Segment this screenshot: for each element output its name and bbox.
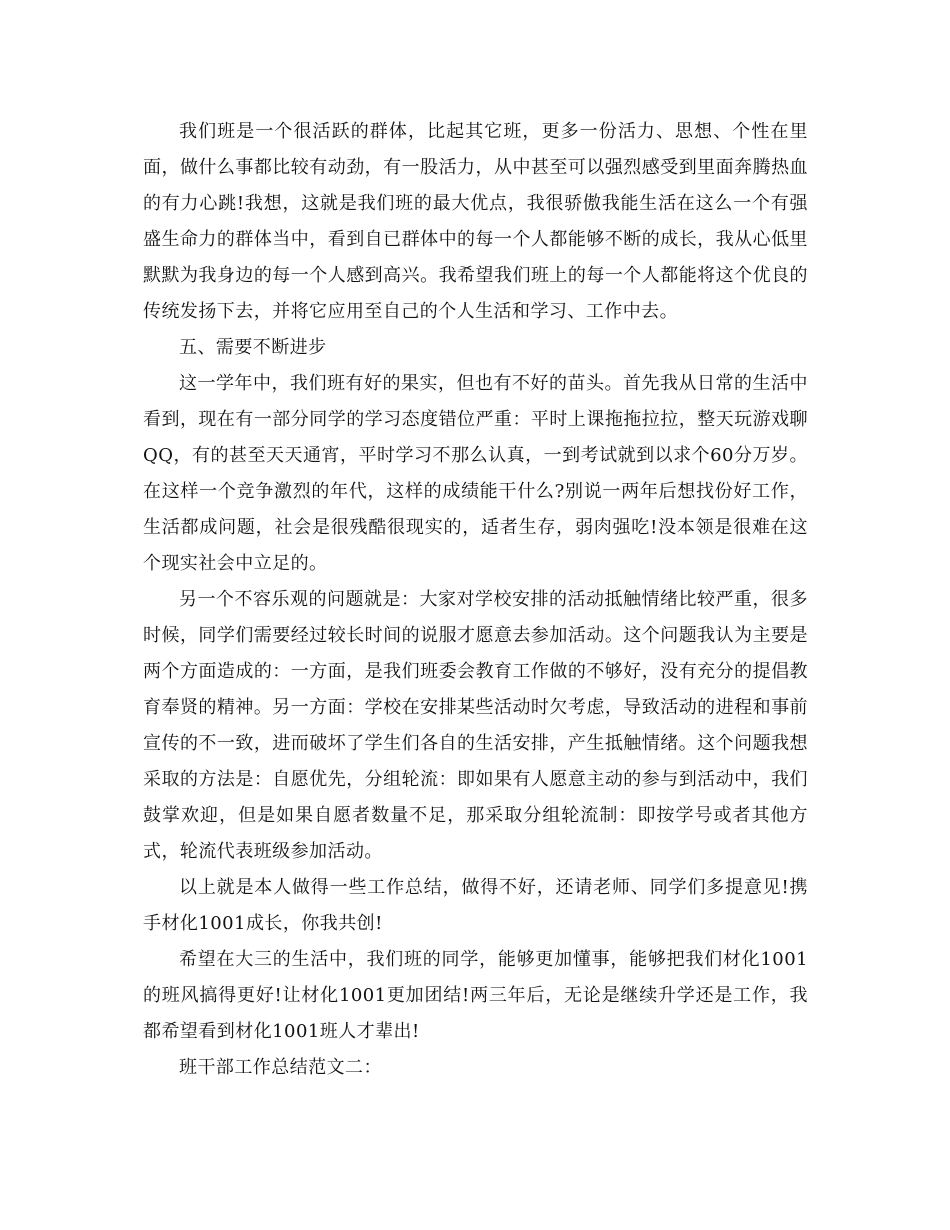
section-heading-sample-two: 班干部工作总结范文二： xyxy=(179,1057,382,1078)
paragraph-activity-resistance: 另一个不容乐观的问题就是：大家对学校安排的活动抵触情绪比较严重，很多时候，同学们需要经过较长时间的说服才愿意去参加活动。这个问题我认为主要是两个方面造成的：一方面，是我们班委会教育工作做的不够好，没有充分的提倡教育奉贤的精神。另一方面：学校在安排某些活动时欠考虑，导致活动的进程和事前宣传的不一致，进而破坏了学生们各自的生活安排，产生抵触情绪。这个问题我想采取的方法是：自愿优先，分组轮流：即如果有人愿意主动的参与到活动中，我们鼓掌欢迎，但是如果自愿者数量不足，那采取分组轮流制：即按学号或者其他方式，轮流代表班级参加活动。 xyxy=(143,589,808,862)
paragraph-class-strengths: 我们班是一个很活跃的群体，比起其它班，更多一份活力、思想、个性在里面，做什么事都比较有动劲，有一股活力，从中甚至可以强烈感受到里面奔腾热血的有力心跳!我想，这就是我们班的最大优点，我很骄傲我能生活在这么一个有强盛生命力的群体当中，看到自已群体中的每一个人都能够不断的成长，我从心低里默默为我身边的每一个人感到高兴。我希望我们班上的每一个人都能将这个优良的传统发扬下去，并将它应用至自己的个人生活和学习、工作中去。 xyxy=(143,121,808,322)
paragraph-study-attitude: 这一学年中，我们班有好的果实，但也有不好的苗头。首先我从日常的生活中看到，现在有一部分同学的学习态度错位严重：平时上课拖拖拉拉，整天玩游戏聊QQ，有的甚至天天通宵，平时学习不那么认真，一到考试就到以求个60分万岁。在这样一个竞争激烈的年代，这样的成绩能干什么?别说一两年后想找份好工作，生活都成问题，社会是很残酷很现实的，适者生存，弱肉强吃!没本领是很难在这个现实社会中立足的。 xyxy=(143,373,808,574)
paragraph-summary: 以上就是本人做得一些工作总结，做得不好，还请老师、同学们多提意见!携手材化1001成长，你我共创! xyxy=(143,877,808,934)
paragraph-hope: 希望在大三的生活中，我们班的同学，能够更加懂事，能够把我们材化1001的班风搞得更好!让材化1001更加团结!两三年后，无论是继续升学还是工作，我都希望看到材化1001班人才辈出! xyxy=(143,949,808,1042)
section-heading-continuous-progress: 五、需要不断进步 xyxy=(179,337,327,358)
document-body xyxy=(143,114,808,1086)
